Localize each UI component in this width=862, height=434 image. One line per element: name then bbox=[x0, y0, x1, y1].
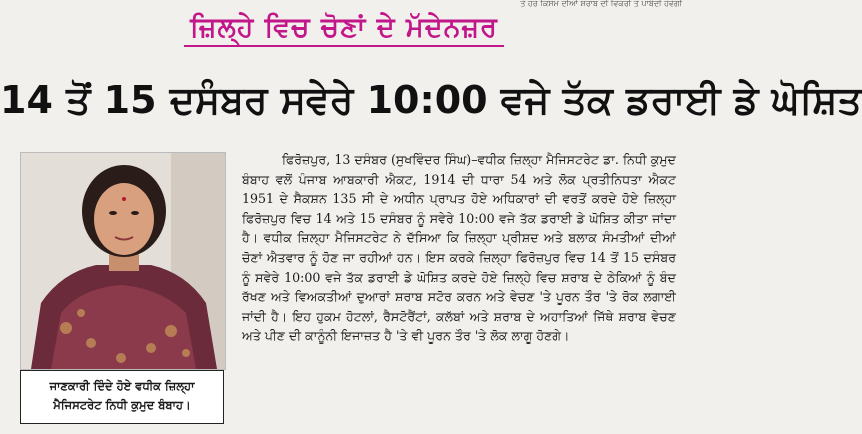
article-body bbox=[242, 150, 676, 346]
top-strip-text: ਤੇ ਹਰ ਕਿਸਮ ਦੀਆਂ ਸ਼ਰਾਬ ਦੀ ਵਿਕਰੀ ਤੇ ਪਾਬੰਦੀ ਹੋਵੇਗੀ bbox=[520, 0, 682, 8]
official-photo bbox=[20, 152, 226, 370]
kicker-heading bbox=[0, 12, 688, 44]
kicker-text: ਜ਼ਿਲ੍ਹੇ ਵਿਚ ਚੋਣਾਂ ਦੇ ਮੱਦੇਨਜ਼ਰ bbox=[184, 12, 504, 47]
headline: 14 ਤੋਂ 15 ਦਸੰਬਰ ਸਵੇਰੇ 10:00 ਵਜੇ ਤੱਕ ਡਰਾਈ ਡੇ ਘੋਸ਼ਿਤ bbox=[0, 78, 862, 122]
article-paragraph: ਫਿਰੋਜ਼ਪੁਰ, 13 ਦਸੰਬਰ (ਸੁਖਵਿੰਦਰ ਸਿੰਘ)–ਵਧੀਕ ਜ਼ਿਲ੍ਹਾ ਮੈਜਿਸਟਰੇਟ ਡਾ. ਨਿਧੀ ਕੁਮੁਦ ਬੰਬਾਹ ਵਲੋਂ ਪੰਜਾਬ ਆਬਕਾਰੀ ਐਕਟ, 1914 ਦੀ ਧਾਰਾ 54 ਅਤੇ ਲੋਕ ਪ੍ਰਤੀਨਿਧਤਾ ਐਕਟ 1951 ਦੇ ਸੈਕਸ਼ਨ 135 ਸੀ ਦੇ ਅਧੀਨ ਪ੍ਰਾਪਤ ਹੋਏ ਅਧਿਕਾਰਾਂ ਦੀ ਵਰਤੋਂ ਕਰਦੇ ਹੋਏ ਜ਼ਿਲ੍ਹਾ ਫਿਰੋਜ਼ਪੁਰ ਵਿਚ 14 ਅਤੇ 15 ਦਸੰਬਰ ਨੂੰ ਸਵੇਰੇ 10:00 ਵਜੇ ਤੱਕ ਡਰਾਈ ਡੇ ਘੋਸ਼ਿਤ ਕੀਤਾ ਜਾਂਦਾ ਹੈ। ਵਧੀਕ ਜ਼ਿਲ੍ਹਾ ਮੈਜਿਸਟਰੇਟ ਨੇ ਦੱਸਿਆ ਕਿ ਜ਼ਿਲ੍ਹਾ ਪ੍ਰੀਸ਼ਦ ਅਤੇ ਬਲਾਕ ਸੰਮਤੀਆਂ ਦੀਆਂ ਚੋਣਾਂ ਐਤਵਾਰ ਨੂੰ ਹੋਣ ਜਾ ਰਹੀਆਂ ਹਨ। ਇਸ ਕਰਕੇ ਜ਼ਿਲ੍ਹਾ ਫਿਰੋਜ਼ਪੁਰ ਵਿਚ 14 ਤੋਂ 15 ਦਸੰਬਰ ਨੂੰ ਸਵੇਰੇ 10:00 ਵਜੇ ਤੱਕ ਡਰਾਈ ਡੇ ਘੋਸ਼ਿਤ ਕਰਦੇ ਹੋਏ ਜ਼ਿਲ੍ਹੇ ਵਿਚ ਸ਼ਰਾਬ ਦੇ ਠੇਕਿਆਂ ਨੂੰ ਬੰਦ ਰੱਖਣ ਅਤੇ ਵਿਅਕਤੀਆਂ ਦੁਆਰਾਂ ਸ਼ਰਾਬ ਸਟੋਰ ਕਰਨ ਅਤੇ ਵੇਚਣ 'ਤੇ ਪੂਰਨ ਤੌਰ 'ਤੇ ਰੋਕ ਲਗਾਈ ਜਾਂਦੀ ਹੈ। ਇਹ ਹੁਕਮ ਹੋਟਲਾਂ, ਰੈਸਟੋਰੈਂਟਾਂ, ਕਲੱਬਾਂ ਅਤੇ ਸ਼ਰਾਬ ਦੇ ਅਹਾਤਿਆਂ ਜਿੱਥੇ ਸ਼ਰਾਬ ਵੇਚਣ ਅਤੇ ਪੀਣ ਦੀ ਕਾਨੂੰਨੀ ਇਜਾਜ਼ਤ ਹੈ 'ਤੇ ਵੀ ਪੂਰਨ ਤੌਰ 'ਤੇ ਲੋਕ ਲਾਗੂ ਹੋਣਗੇ। bbox=[242, 152, 676, 344]
caption-line-1: ਜਾਣਕਾਰੀ ਦਿੰਦੇ ਹੋਏ ਵਧੀਕ ਜ਼ਿਲ੍ਹਾ bbox=[49, 379, 195, 393]
portrait-illustration bbox=[21, 153, 225, 369]
photo-caption bbox=[20, 370, 224, 424]
caption-line-2: ਮੈਜਿਸਟਰੇਟ ਨਿਧੀ ਕੁਮੁਦ ਬੰਬਾਹ। bbox=[53, 398, 191, 412]
